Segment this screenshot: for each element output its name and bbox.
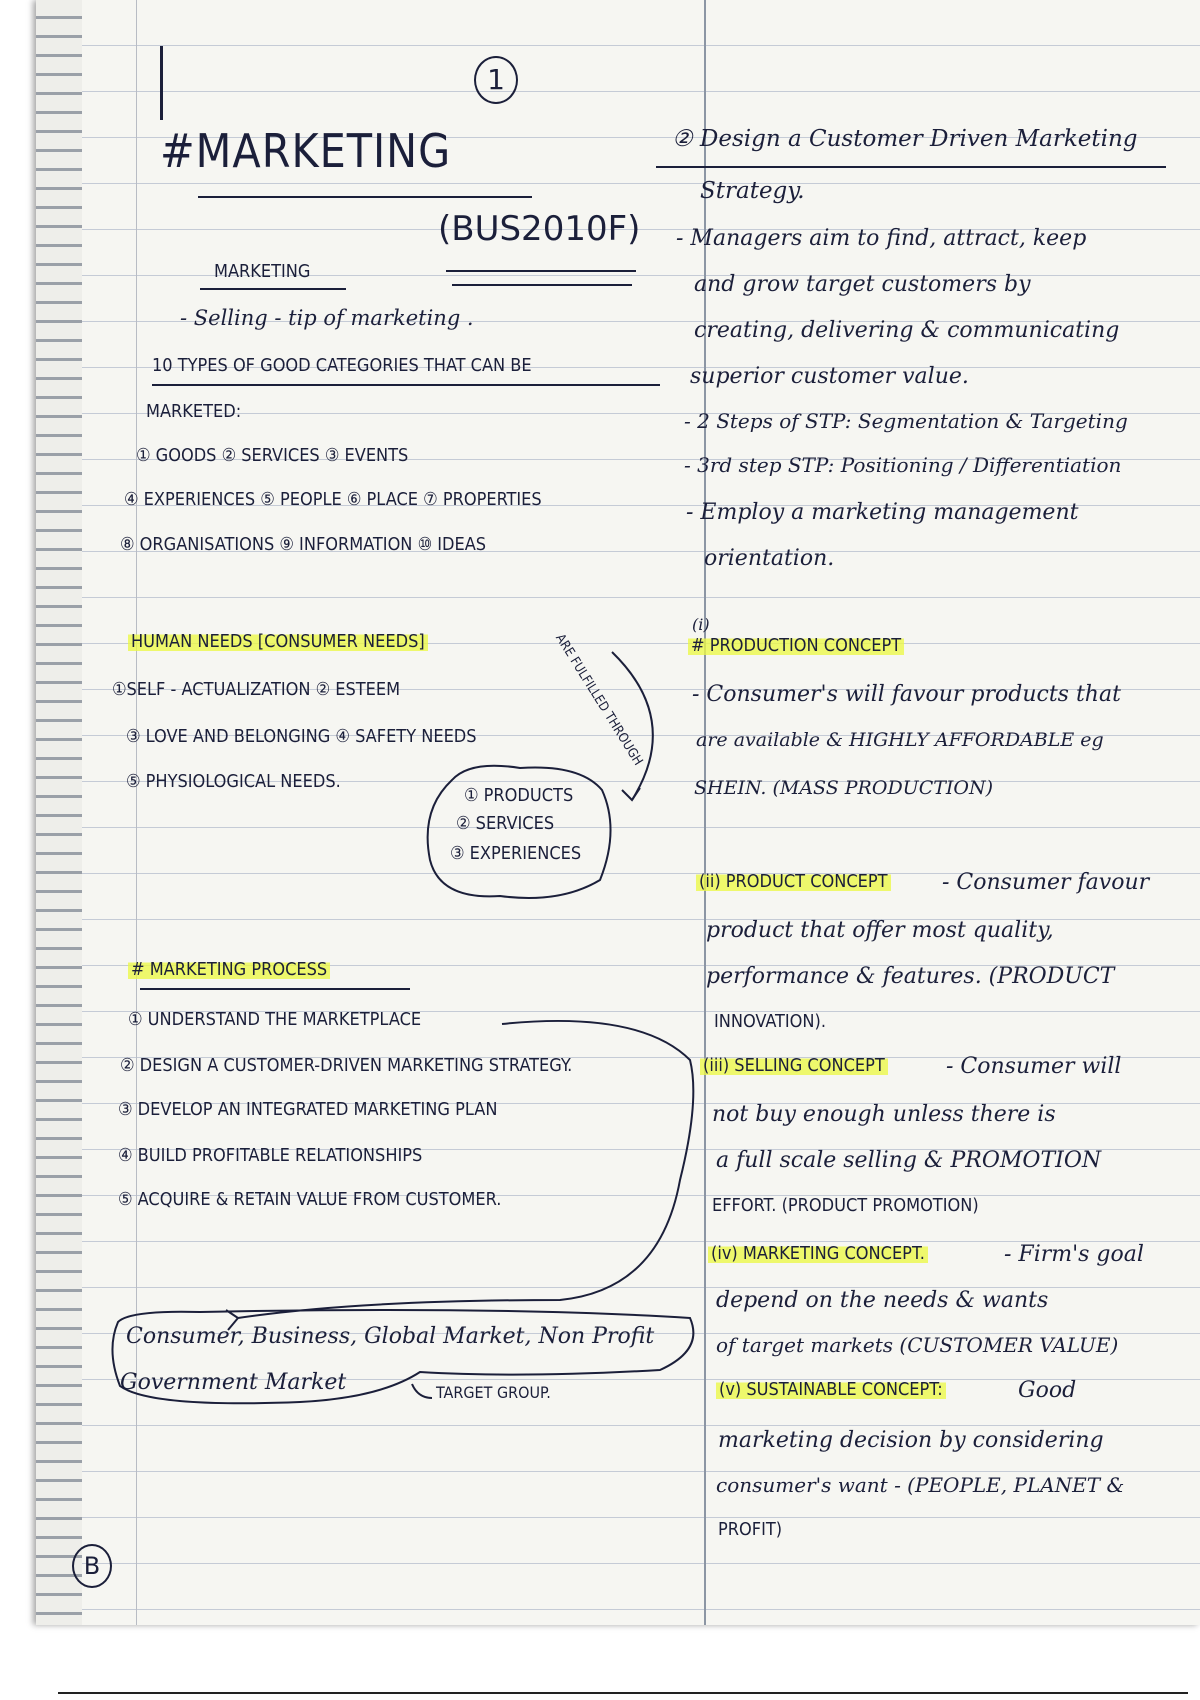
marketing-heading: MARKETING	[214, 261, 311, 282]
marketing-concept-line-2: depend on the needs & wants	[716, 1288, 1049, 1313]
sustainable-concept-heading: (v) SUSTAINABLE CONCEPT:	[716, 1380, 946, 1401]
product-line-1: - Consumer favour	[942, 870, 1150, 895]
process-underline	[140, 988, 410, 990]
selling-note: - Selling - tip of marketing .	[180, 306, 474, 330]
categories-row-3: ⑧ ORGANISATIONS ⑨ INFORMATION ⑩ IDEAS	[120, 534, 487, 555]
markets-line-2: Government Market	[120, 1370, 347, 1395]
product-line-4: INNOVATION).	[714, 1011, 826, 1032]
marketing-heading-underline	[200, 288, 346, 290]
strategy-line-6: - 3rd step STP: Positioning / Differentiation	[684, 453, 1122, 477]
marketing-concept-line-3: of target markets (CUSTOMER VALUE)	[716, 1333, 1119, 1357]
selling-line-4: EFFORT. (PRODUCT PROMOTION)	[712, 1195, 979, 1216]
production-line-3: SHEIN. (MASS PRODUCTION)	[694, 777, 994, 799]
strategy-line-1: - Managers aim to find, attract, keep	[676, 226, 1087, 251]
fulfilled-label: ARE FULFILLED THROUGH	[552, 631, 646, 769]
page-title: #MARKETING	[160, 124, 452, 178]
bottom-rule	[58, 1692, 1188, 1694]
title-underline	[198, 196, 532, 198]
sustainable-line-2: marketing decision by considering	[718, 1428, 1104, 1453]
human-needs-heading: HUMAN NEEDS [CONSUMER NEEDS]	[128, 632, 428, 653]
marketing-concept-line-1: - Firm's goal	[1004, 1242, 1144, 1267]
page-mark	[160, 46, 163, 120]
production-line-1: - Consumer's will favour products that	[692, 682, 1121, 707]
product-concept-heading: (ii) PRODUCT CONCEPT	[696, 872, 891, 893]
types-line-2: MARKETED:	[146, 401, 242, 422]
process-step-5: ⑤ ACQUIRE & RETAIN VALUE FROM CUSTOMER.	[118, 1189, 502, 1210]
strategy-line-3: creating, delivering & communicating	[694, 318, 1120, 343]
selling-line-2: not buy enough unless there is	[712, 1102, 1056, 1127]
process-step-1: ① UNDERSTAND THE MARKETPLACE	[128, 1009, 422, 1030]
strategy-line-2: and grow target customers by	[694, 272, 1031, 297]
process-step-2: ② DESIGN A CUSTOMER-DRIVEN MARKETING STRATEGY.	[120, 1055, 573, 1076]
need-row-1: ①SELF - ACTUALIZATION ② ESTEEM	[112, 679, 401, 700]
types-line-1: 10 TYPES OF GOOD CATEGORIES THAT CAN BE	[152, 355, 532, 376]
course-code-underline-2	[452, 284, 632, 286]
corner-mark	[72, 1544, 112, 1588]
categories-row-1: ① GOODS ② SERVICES ③ EVENTS	[136, 445, 409, 466]
course-code-underline-1	[446, 270, 636, 272]
right-heading: ② Design a Customer Driven Marketing	[672, 126, 1138, 152]
production-line-2: are available & HIGHLY AFFORDABLE eg	[696, 729, 1104, 751]
right-heading-cont: Strategy.	[700, 178, 805, 204]
selling-line-3: a full scale selling & PROMOTION	[716, 1148, 1102, 1173]
strategy-line-4: superior customer value.	[690, 364, 969, 389]
selling-concept-heading: (iii) SELLING CONCEPT	[700, 1056, 888, 1077]
process-heading: # MARKETING PROCESS	[128, 960, 330, 981]
fulfilled-by-2: ② SERVICES	[456, 813, 555, 834]
sustainable-line-4: PROFIT)	[718, 1519, 783, 1540]
markets-line-1: Consumer, Business, Global Market, Non Profit	[126, 1324, 655, 1349]
target-group-label: TARGET GROUP.	[436, 1383, 551, 1402]
process-step-3: ③ DEVELOP AN INTEGRATED MARKETING PLAN	[118, 1099, 498, 1120]
concept-index: (i)	[692, 615, 710, 634]
fulfilled-by-1: ① PRODUCTS	[464, 785, 574, 806]
page-number-text: 1	[487, 63, 505, 96]
fulfilled-by-3: ③ EXPERIENCES	[450, 843, 582, 864]
selling-line-1: - Consumer will	[946, 1054, 1122, 1079]
strategy-line-8: orientation.	[704, 546, 835, 571]
sustainable-line-3: consumer's want - (PEOPLE, PLANET &	[716, 1473, 1125, 1497]
process-step-4: ④ BUILD PROFITABLE RELATIONSHIPS	[118, 1145, 423, 1166]
page-number	[474, 56, 518, 104]
sustainable-line-1: Good	[1018, 1378, 1077, 1403]
categories-row-2: ④ EXPERIENCES ⑤ PEOPLE ⑥ PLACE ⑦ PROPERTIES	[124, 489, 542, 510]
production-concept-heading: # PRODUCTION CONCEPT	[688, 636, 904, 657]
spiral-binding	[36, 0, 82, 1625]
strategy-line-7: - Employ a marketing management	[686, 500, 1079, 525]
types-underline	[152, 384, 660, 386]
right-heading-underline	[656, 166, 1166, 168]
strategy-line-5: - 2 Steps of STP: Segmentation & Targeting	[684, 409, 1128, 433]
need-row-3: ⑤ PHYSIOLOGICAL NEEDS.	[126, 771, 341, 792]
product-line-3: performance & features. (PRODUCT	[706, 964, 1115, 989]
corner-mark-text: B	[83, 1552, 101, 1580]
need-row-2: ③ LOVE AND BELONGING ④ SAFETY NEEDS	[126, 726, 477, 747]
course-code: (BUS2010F)	[438, 209, 641, 249]
marketing-concept-heading: (iv) MARKETING CONCEPT.	[708, 1244, 928, 1265]
product-line-2: product that offer most quality,	[706, 918, 1054, 943]
